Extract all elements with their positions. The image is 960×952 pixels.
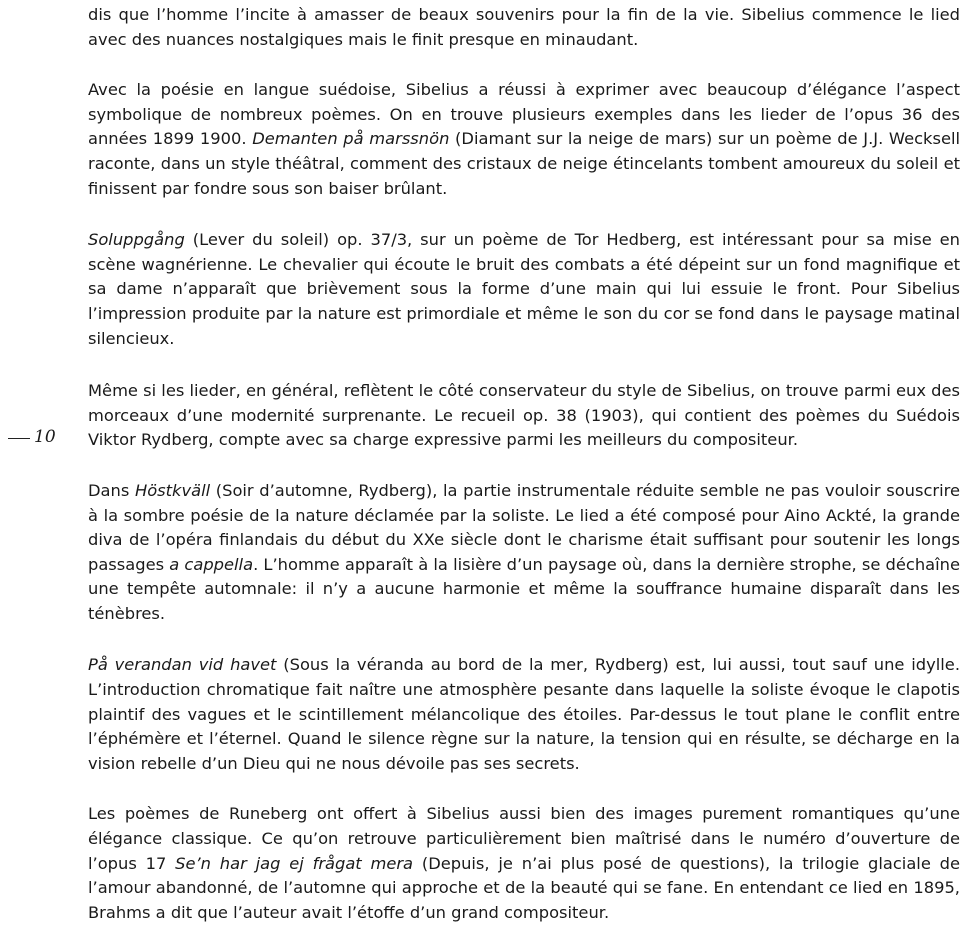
italic-title-text: Se’n har jag ej frågat mera	[175, 853, 414, 873]
body-text: Même si les lieder, en général, reflètent le côté conservateur du style de Sibelius, on trouve parmi eux des morceaux d’une modernité surprenante. Le recueil op. 38 (1903), qui contient des poèmes du Suédois Viktor Rydberg, compte avec sa charge expressive parmi les meilleurs du compositeur.	[88, 381, 960, 450]
paragraph-5	[88, 479, 960, 627]
body-text: Les poèmes de Runeberg ont offert à Sibelius aussi bien des images purement romantiques qu’une élégance classique. Ce qu’on retrouve particulièrement bien maîtrisé dans le numéro d’ouverture de l’opus 17	[88, 804, 960, 873]
page-number-rule	[8, 438, 30, 439]
body-text: Avec la poésie en langue suédoise, Sibelius a réussi à exprimer avec beaucoup d’élégance l’aspect symbolique de nombreux poèmes. On en trouve plusieurs exemples dans les lieder de l’opus 36 des années 1899 1900.	[88, 80, 960, 149]
paragraph-2	[88, 78, 960, 201]
body-text: Dans	[88, 480, 135, 500]
paragraph-7	[88, 802, 960, 925]
body-text: (Sous la véranda au bord de la mer, Rydberg) est, lui aussi, tout sauf une idylle. L’introduction chromatique fait naître une atmosphère pesante dans laquelle la soliste évoque le clapotis plaintif des vagues et le scintillement mélancolique des étoiles. Par-dessus le tout plane le conflit entre l’éphémère et l’éternel. Quand le silence règne sur la nature, la tension qui en résulte, se décharge en la vision rebelle d’un Dieu qui ne nous dévoile pas ses secrets.	[88, 655, 960, 773]
paragraph-3	[88, 228, 960, 351]
italic-title-text: På verandan vid havet	[88, 655, 277, 675]
body-text: (Soir d’automne, Rydberg), la partie instrumentale réduite semble ne pas vouloir souscrire à la sombre poésie de la nature déclamée par la soliste. Le lied a été composé pour Aino Ackté, la grande diva de l’opéra finlandais du début du XXe siècle dont le charisme était suffisant pour soutenir les longs passages	[88, 480, 960, 574]
body-text: (Depuis, je n’ai plus posé de questions), la trilogie glaciale de l’amour abandonné, de l’automne qui approche et de la beauté qui se fane. En entendant ce lied en 1895, Brahms a dit que l’auteur avait l’étoffe d’un grand compositeur.	[88, 853, 960, 922]
paragraph-6	[88, 653, 960, 776]
paragraph-4	[88, 379, 960, 453]
article-body	[88, 3, 960, 952]
body-text: . L’homme apparaît à la lisière d’un paysage où, dans la dernière strophe, se déchaîne une tempête automnale: il n’y a aucune harmonie et même la souffrance humaine disparaît dans les ténèbres.	[88, 554, 960, 623]
body-text: (Lever du soleil) op. 37/3, sur un poème de Tor Hedberg, est intéressant pour sa mise en scène wagnérienne. Le chevalier qui écoute le bruit des combats a été dépeint sur un fond magnifique et sa dame n’apparaît que brièvement sous la forme d’une main qui lui essuie le front. Pour Sibelius l’impression produite par la nature est primordiale et même le son du cor se fond dans le paysage matinal silencieux.	[88, 230, 960, 348]
italic-title-text: Soluppgång	[88, 230, 185, 250]
body-text: dis que l’homme l’incite à amasser de beaux souvenirs pour la fin de la vie. Sibelius commence le lied avec des nuances nostalgiques mais le finit presque en minaudant.	[88, 5, 960, 49]
page-number: 10	[34, 427, 56, 447]
paragraph-1	[88, 3, 960, 52]
body-text: (Diamant sur la neige de mars) sur un poème de J.J. Wecksell raconte, dans un style théâtral, comment des cristaux de neige étincelants tombent amoureux du soleil et finissent par fondre sous son baiser brûlant.	[88, 129, 960, 198]
italic-title-text: Höstkväll	[134, 480, 211, 500]
italic-title-text: a cappella	[169, 554, 254, 574]
italic-title-text: Demanten på marssnön	[252, 129, 450, 149]
